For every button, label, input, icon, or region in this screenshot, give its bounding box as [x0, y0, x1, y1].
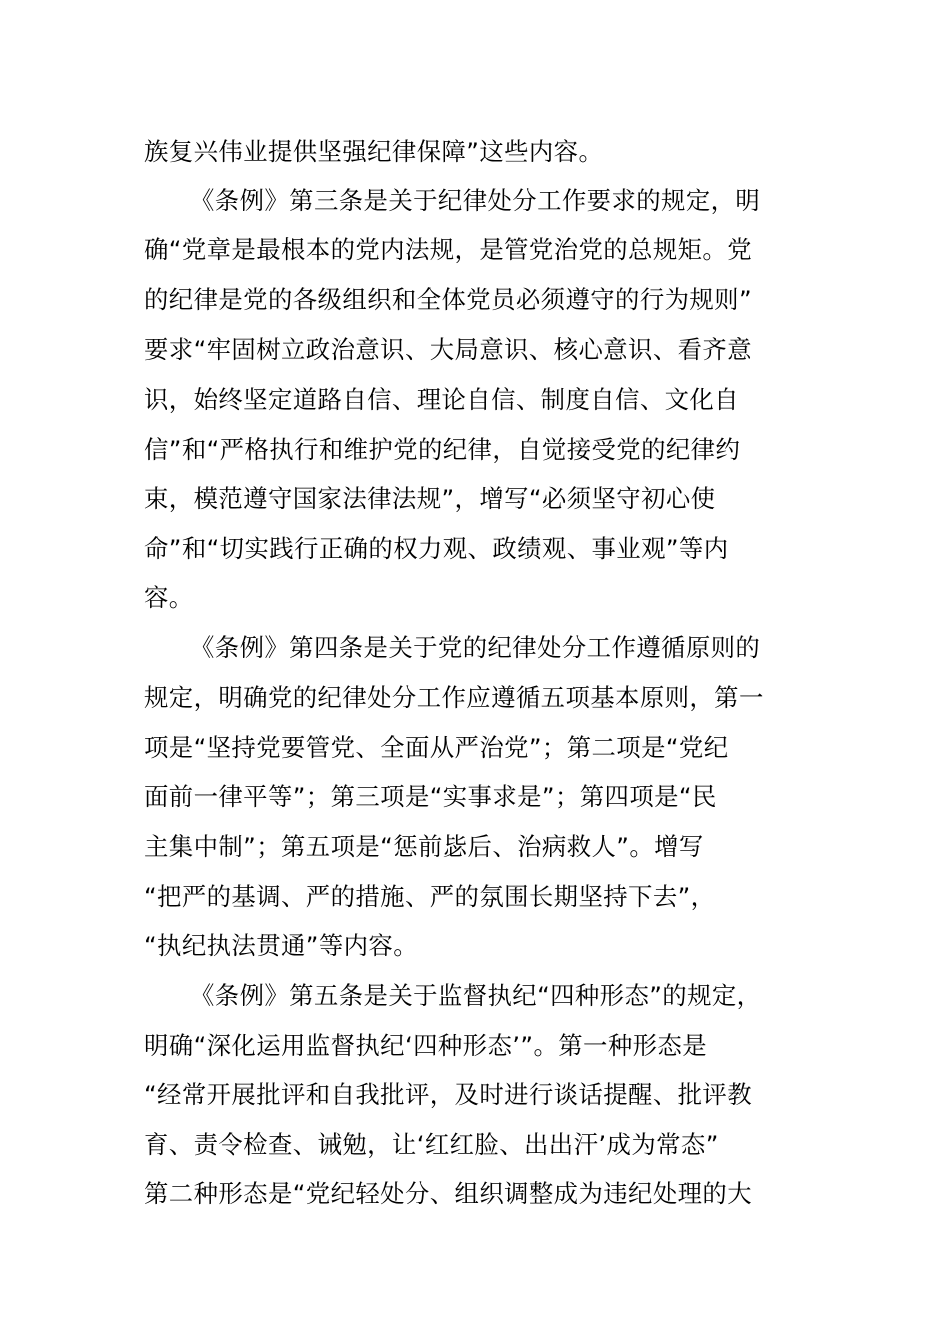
- text-line: 规定，明确党的纪律处分工作应遵循五项基本原则，第一: [144, 683, 764, 712]
- text-line: 确“党章是最根本的党内法规，是管党治党的总规矩。党: [144, 235, 753, 264]
- paragraph-start-line: 《条例》第三条是关于纪律处分工作要求的规定，明: [190, 186, 761, 215]
- text-line: 信”和“严格执行和维护党的纪律，自觉接受党的纪律约: [144, 435, 741, 464]
- text-line: 的纪律是党的各级组织和全体党员必须遵守的行为规则”: [144, 285, 753, 314]
- text-line: 束，模范遵守国家法律法规”，增写“必须坚守初心使: [144, 484, 716, 513]
- text-line: 主集中制”；第五项是“惩前毖后、治病救人”。增写: [144, 832, 704, 861]
- text-line: 要求“牢固树立政治意识、大局意识、核心意识、看齐意: [144, 335, 753, 364]
- text-line: 育、责令检查、诫勉，让‘红红脸、出出汗’成为常态”: [144, 1130, 719, 1159]
- text-line: 容。: [144, 583, 194, 612]
- text-line: 族复兴伟业提供坚强纪律保障”这些内容。: [144, 137, 604, 166]
- text-line: 第二种形态是“党纪轻处分、组织调整成为违纪处理的大: [144, 1179, 753, 1208]
- text-line: 面前一律平等”；第三项是“实事求是”；第四项是“民: [144, 782, 717, 811]
- text-line: 命”和“切实践行正确的权力观、政绩观、事业观”等内: [144, 534, 729, 563]
- text-line: 明确“深化运用监督执纪‘四种形态’”。第一种形态是: [144, 1031, 707, 1060]
- text-line: 项是“坚持党要管党、全面从严治党”；第二项是“党纪: [144, 733, 729, 762]
- text-line: “执纪执法贯通”等内容。: [144, 931, 418, 960]
- paragraph-start-line: 《条例》第五条是关于监督执纪“四种形态”的规定，: [190, 981, 762, 1010]
- text-line: “经常开展批评和自我批评，及时进行谈话提醒、批评教: [144, 1080, 753, 1109]
- text-line: 识，始终坚定道路自信、理论自信、制度自信、文化自: [144, 385, 739, 414]
- text-line: “把严的基调、严的措施、严的氛围长期坚持下去”，: [144, 882, 716, 911]
- paragraph-start-line: 《条例》第四条是关于党的纪律处分工作遵循原则的: [190, 633, 761, 662]
